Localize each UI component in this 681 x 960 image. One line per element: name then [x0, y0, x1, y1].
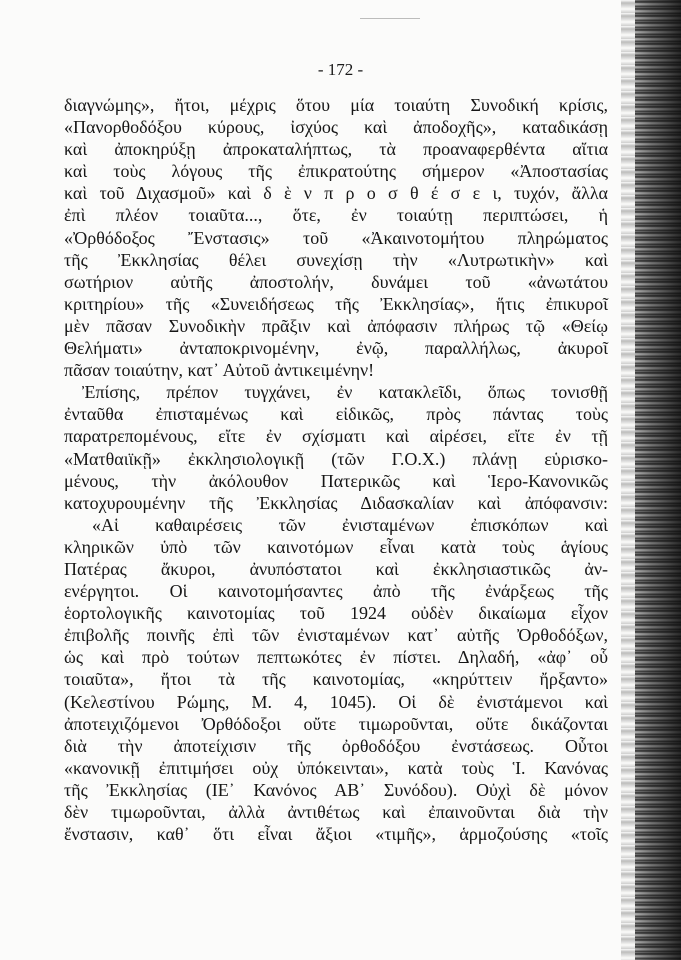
scan-dark-edge	[635, 0, 681, 960]
text-line: τῆς Ἐκκλησίας (ΙΕ᾽ Κανόνος ΑΒ᾽ Συνόδου). Οὐχὶ δὲ μόνον	[64, 779, 608, 800]
text-line: διαγνώμης», ἤτοι, μέχρις ὅτου μία τοιαύτη Συνοδική κρίσις,	[64, 95, 608, 115]
text-line: σωτήριον αὐτῆς ἀποστολήν, δυνάμει τοῦ «ἀνωτάτου	[64, 271, 608, 292]
text-line: Ἐπίσης, πρέπον τυγχάνει, ἐν κατακλεῖδι, ὅπως τονισθῇ	[82, 382, 608, 403]
text-line: ἐπὶ πλέον τοιαῦτα..., ὅτε, ἐν τοιαύτῃ περιπτώσει, ἡ	[64, 205, 608, 226]
text-line: (Κελεστίνου Ρώμης, Μ. 4, 1045). Οἱ δὲ ἐνιστάμενοι καὶ	[64, 691, 608, 712]
text-line: καὶ τοῦ Διχασμοῦ» καὶ δ ὲ ν π ρ ο σ θ έ σ ε ι, τυχόν, ἄλλα	[64, 183, 608, 204]
text-line: τοιαῦτα», ἤτοι τὰ τῆς καινοτομίας, «κηρύττειν ἤρξαντο»	[64, 669, 608, 690]
text-line: δὲν τιμωροῦνται, ἀλλὰ ἀντιθέτως καὶ ἐπαινοῦνται διὰ τὴν	[64, 802, 608, 822]
text-line: Πατέρας ἄκυροι, ἀνυπόστατοι καὶ ἐκκλησιαστικῶς ἀν-	[64, 558, 608, 579]
text-line: ενέργητοι. Οἱ καινοτομήσαντες ἀπὸ τῆς ἐνάρξεως τῆς	[64, 581, 608, 602]
text-line: «κανονικῇ ἐπιτιμήσει οὐχ ὑπόκεινται», κατὰ τοὺς Ἱ. Κανόνας	[64, 757, 608, 778]
text-line: ὡς καὶ πρὸ τούτων πεπτωκότες ἐν πίστει. Δηλαδή, «ἀφ᾽ οὗ	[64, 647, 608, 668]
text-line: κληρικῶν ὑπὸ τῶν καινοτόμων εἶναι κατὰ τοὺς ἁγίους	[64, 536, 608, 557]
text-line: «Αἱ καθαιρέσεις τῶν ἐνισταμένων ἐπισκόπων καὶ	[92, 514, 608, 535]
body-text	[64, 94, 608, 845]
text-line: μὲν πᾶσαν Συνοδικὴν πρᾶξιν καὶ ἀπόφασιν πλήρως τῷ «Θείῳ	[64, 315, 608, 336]
text-line: πᾶσαν τοιαύτην, κατ᾽ Αὐτοῦ ἀντικειμένην!	[64, 360, 375, 381]
text-line: ἔνστασιν, καθ᾽ ὅτι εἶναι ἄξιοι «τιμῆς», ἁρμοζούσης «τοῖς	[64, 824, 608, 845]
text-line: «Πανορθοδόξου κύρους, ἰσχύος καὶ ἀποδοχῆς», καταδικάσῃ	[64, 117, 608, 138]
text-line: κριτηρίου» τῆς «Συνειδήσεως τῆς Ἐκκλησίας», ἥτις ἐπικυροῖ	[64, 293, 608, 314]
text-line: καὶ τοὺς λόγους τῆς ἐπικρατούτης σήμερον «Ἀποστασίας	[64, 161, 608, 182]
text-line: καὶ ἀποκηρύξῃ ἀπροκαταλήπτως, τὰ προαναφερθέντα αἴτια	[64, 139, 608, 160]
scan-mark	[360, 18, 420, 19]
text-line: διὰ τὴν ἀποτείχισιν τῆς ὀρθοδόξου ἐνστάσεως. Οὗτοι	[64, 735, 608, 756]
text-line: τῆς Ἐκκλησίας θέλει συνεχίσῃ τὴν «Λυτρωτικὴν» καὶ	[64, 249, 608, 270]
text-line: κατοχυρουμένην τῆς Ἐκκλησίας Διδασκαλίαν καὶ ἀπόφανσιν:	[64, 492, 608, 513]
text-line: «Ὀρθόδοξος Ἔνστασις» τοῦ «Ἀκαινοτομήτου πληρώματος	[64, 227, 608, 248]
text-line: ἐνταῦθα ἐπισταμένως καὶ εἰδικῶς, πρὸς πάντας τοὺς	[64, 404, 608, 425]
text-line: παρατρεπομένους, εἴτε ἐν σχίσματι καὶ αἱρέσει, εἴτε ἐν τῇ	[64, 426, 608, 447]
text-line: «Ματθαιϊκῇ» ἐκκλησιολογικῇ (τῶν Γ.Ο.Χ.) πλάνῃ εὑρισκο-	[64, 448, 608, 469]
text-line: Θελήματι» ἀνταποκρινομένην, ἐνῷ, παραλλήλως, ἀκυροῖ	[64, 338, 608, 359]
text-line: ἐπιβολῆς ποινῆς ἐπὶ τῶν ἐνισταμένων κατ᾽ αὐτῆς Ὀρθοδόξων,	[64, 625, 608, 646]
text-line: ἀποτειχιζόμενοι Ὀρθόδοξοι οὔτε τιμωροῦνται, οὔτε δικάζονται	[64, 713, 608, 734]
page-number: - 172 -	[317, 60, 364, 79]
text-line: ἑορτολογικῆς καινοτομίας τοῦ 1924 οὐδὲν δικαίωμα εἶχον	[64, 603, 608, 624]
text-line: μένους, τὴν ἀκόλουθον Πατερικῶς καὶ Ἱερο-Κανονικῶς	[64, 470, 608, 491]
